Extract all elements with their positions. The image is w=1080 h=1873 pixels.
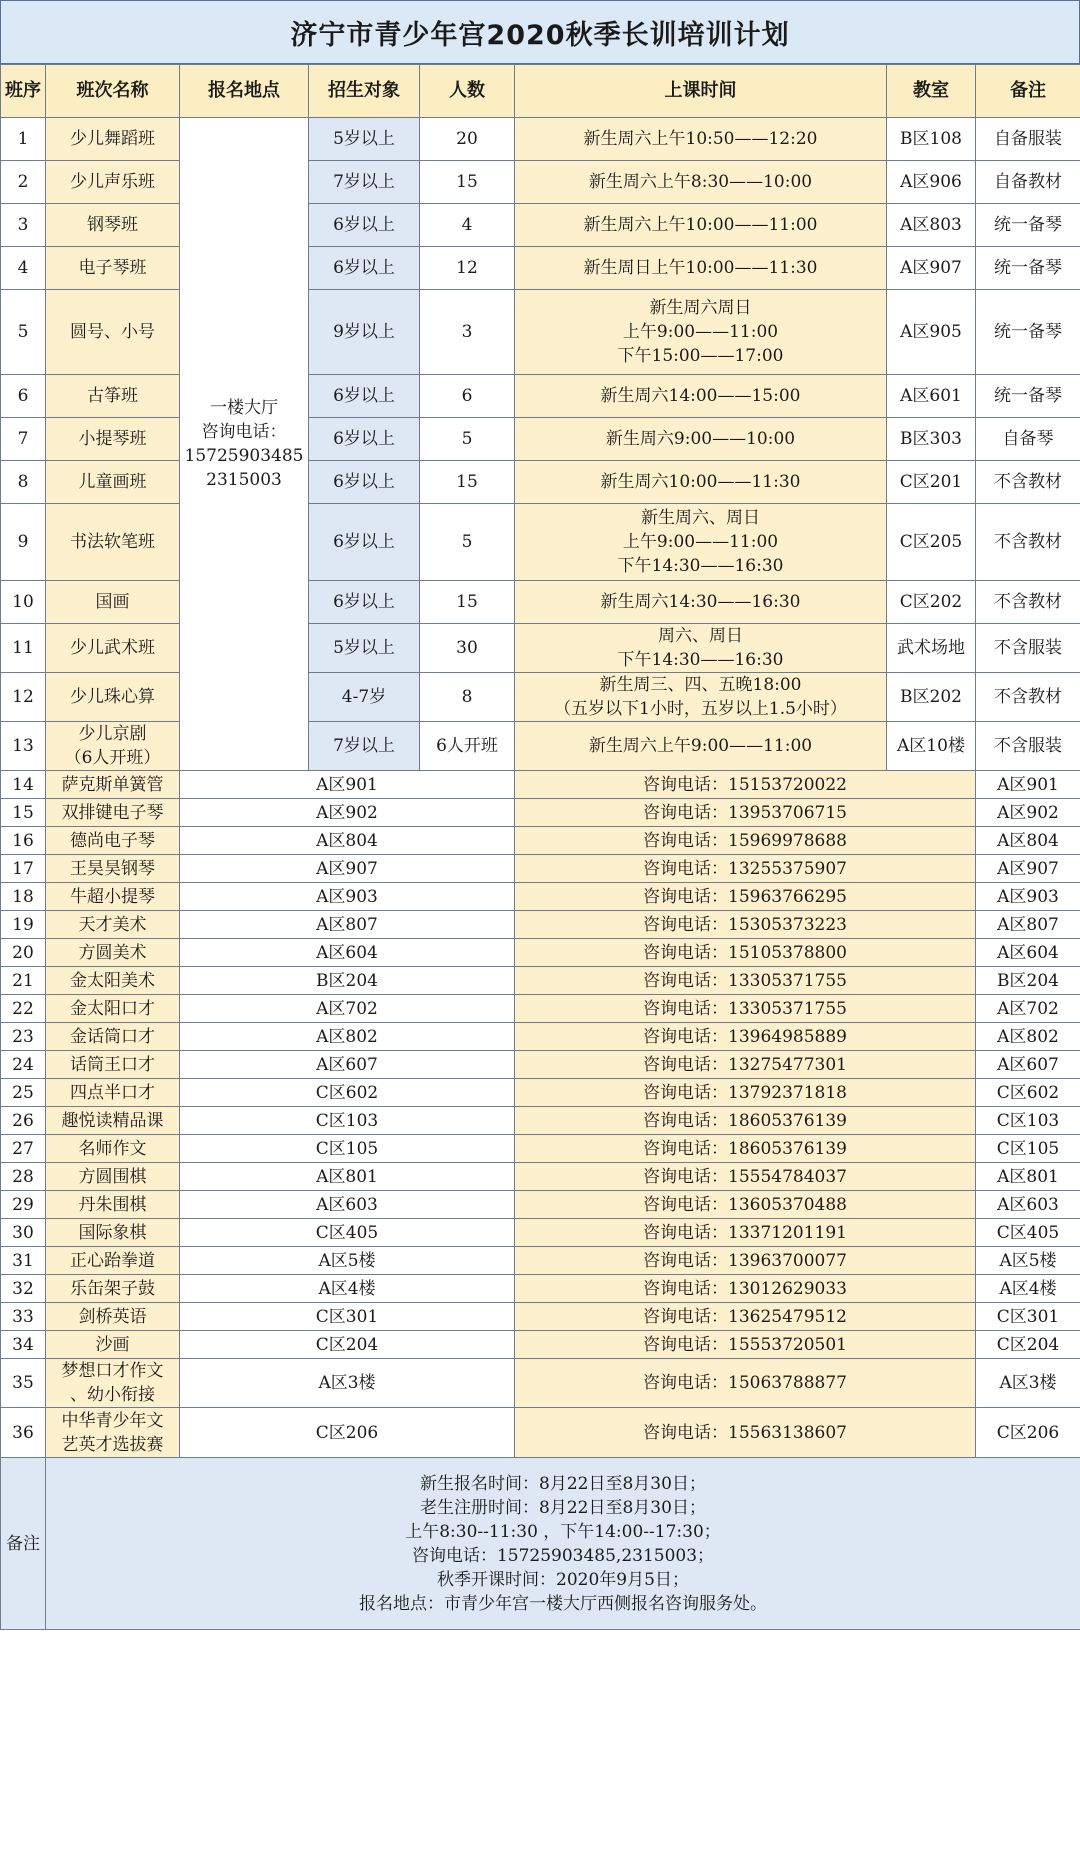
- contact-phone: 咨询电话：13255375907: [515, 855, 976, 883]
- remarks-text: 新生报名时间：8月22日至8月30日； 老生注册时间：8月22日至8月30日； 上午8:30--11:30 ，下午14:00--17:30； 咨询电话：15725903485,2315003； 秋季开课时间：2020年9月5日； 报名地点：市青少年宫一楼大厅西侧报名咨询服务处。: [46, 1458, 1080, 1630]
- course-name: 少儿武术班: [46, 624, 180, 673]
- course-name: 小提琴班: [46, 418, 180, 461]
- contact-phone: 咨询电话：13792371818: [515, 1079, 976, 1107]
- row-number: 12: [1, 673, 46, 722]
- table-row: [1, 1079, 1080, 1107]
- class-time: 新生周六14:00——15:00: [515, 375, 887, 418]
- contact-phone: 咨询电话：13371201191: [515, 1219, 976, 1247]
- student-count: 30: [420, 624, 515, 673]
- table-row: [1, 673, 1080, 722]
- table-row: [1, 939, 1080, 967]
- table-row: [1, 581, 1080, 624]
- class-time: 新生周三、四、五晚18:00 （五岁以下1小时，五岁以上1.5小时）: [515, 673, 887, 722]
- contact-phone: 咨询电话：15305373223: [515, 911, 976, 939]
- header-cell: 上课时间: [515, 65, 887, 118]
- row-number: 14: [1, 771, 46, 799]
- table-row: [1, 799, 1080, 827]
- registration-place: A区4楼: [180, 1275, 515, 1303]
- remark: 不含教材: [976, 673, 1080, 722]
- target-age: 4-7岁: [309, 673, 420, 722]
- contact-phone: 咨询电话：15969978688: [515, 827, 976, 855]
- course-name: 金太阳美术: [46, 967, 180, 995]
- classroom: C区103: [976, 1107, 1080, 1135]
- classroom: A区802: [976, 1023, 1080, 1051]
- target-age: 6岁以上: [309, 461, 420, 504]
- table-row: [1, 247, 1080, 290]
- registration-place: A区3楼: [180, 1359, 515, 1408]
- registration-place: A区802: [180, 1023, 515, 1051]
- target-age: 7岁以上: [309, 722, 420, 771]
- student-count: 12: [420, 247, 515, 290]
- table-row: [1, 1247, 1080, 1275]
- row-number: 9: [1, 504, 46, 581]
- student-count: 6: [420, 375, 515, 418]
- course-name: 金话筒口才: [46, 1023, 180, 1051]
- header-cell: 报名地点: [180, 65, 309, 118]
- target-age: 6岁以上: [309, 581, 420, 624]
- remark: 统一备琴: [976, 247, 1080, 290]
- course-name: 梦想口才作文 、幼小衔接: [46, 1359, 180, 1408]
- table-row: [1, 855, 1080, 883]
- row-number: 18: [1, 883, 46, 911]
- registration-place: A区5楼: [180, 1247, 515, 1275]
- course-name: 牛超小提琴: [46, 883, 180, 911]
- classroom: A区807: [976, 911, 1080, 939]
- contact-phone: 咨询电话：15553720501: [515, 1331, 976, 1359]
- table-row: [1, 375, 1080, 418]
- student-count: 3: [420, 290, 515, 375]
- row-number: 13: [1, 722, 46, 771]
- course-name: 沙画: [46, 1331, 180, 1359]
- course-name: 天才美术: [46, 911, 180, 939]
- contact-phone: 咨询电话：18605376139: [515, 1135, 976, 1163]
- course-name: 少儿声乐班: [46, 161, 180, 204]
- remark: 不含服装: [976, 722, 1080, 771]
- class-time: 新生周六上午10:50——12:20: [515, 118, 887, 161]
- class-time: 周六、周日 下午14:30——16:30: [515, 624, 887, 673]
- remark: 自备教材: [976, 161, 1080, 204]
- contact-phone: 咨询电话：13625479512: [515, 1303, 976, 1331]
- registration-place: A区702: [180, 995, 515, 1023]
- classroom: A区5楼: [976, 1247, 1080, 1275]
- remarks-row: [1, 1458, 1080, 1630]
- header-cell: 人数: [420, 65, 515, 118]
- registration-place: C区206: [180, 1408, 515, 1458]
- class-time: 新生周六周日 上午9:00——11:00 下午15:00——17:00: [515, 290, 887, 375]
- registration-place: A区903: [180, 883, 515, 911]
- course-name: 钢琴班: [46, 204, 180, 247]
- student-count: 20: [420, 118, 515, 161]
- classroom: B区204: [976, 967, 1080, 995]
- row-number: 19: [1, 911, 46, 939]
- contact-phone: 咨询电话：18605376139: [515, 1107, 976, 1135]
- table-row: [1, 1051, 1080, 1079]
- course-name: 国际象棋: [46, 1219, 180, 1247]
- registration-place: C区301: [180, 1303, 515, 1331]
- remark: 自备服装: [976, 118, 1080, 161]
- remark: 不含服装: [976, 624, 1080, 673]
- table-row: [1, 771, 1080, 799]
- schedule-table: [0, 64, 1080, 1630]
- course-name: 电子琴班: [46, 247, 180, 290]
- registration-place: A区804: [180, 827, 515, 855]
- registration-place: A区604: [180, 939, 515, 967]
- table-row: [1, 1408, 1080, 1458]
- classroom: B区108: [887, 118, 976, 161]
- table-row: [1, 418, 1080, 461]
- remark: 统一备琴: [976, 375, 1080, 418]
- student-count: 15: [420, 461, 515, 504]
- classroom: A区903: [976, 883, 1080, 911]
- table-row: [1, 290, 1080, 375]
- row-number: 28: [1, 1163, 46, 1191]
- course-name: 丹朱围棋: [46, 1191, 180, 1219]
- classroom: A区901: [976, 771, 1080, 799]
- remark: 不含教材: [976, 504, 1080, 581]
- table-row: [1, 504, 1080, 581]
- row-number: 16: [1, 827, 46, 855]
- course-name: 德尚电子琴: [46, 827, 180, 855]
- table-row: [1, 967, 1080, 995]
- classroom: A区801: [976, 1163, 1080, 1191]
- course-name: 中华青少年文 艺英才选拔赛: [46, 1408, 180, 1458]
- registration-place: A区907: [180, 855, 515, 883]
- registration-place: A区902: [180, 799, 515, 827]
- row-number: 33: [1, 1303, 46, 1331]
- remark: 统一备琴: [976, 290, 1080, 375]
- classroom: A区702: [976, 995, 1080, 1023]
- classroom: C区205: [887, 504, 976, 581]
- course-name: 国画: [46, 581, 180, 624]
- remark: 不含教材: [976, 581, 1080, 624]
- table-body: [1, 118, 1080, 1630]
- registration-place: C区602: [180, 1079, 515, 1107]
- row-number: 27: [1, 1135, 46, 1163]
- page-title: 济宁市青少年宫2020秋季长训培训计划: [0, 0, 1080, 64]
- target-age: 9岁以上: [309, 290, 420, 375]
- class-time: 新生周六上午10:00——11:00: [515, 204, 887, 247]
- row-number: 25: [1, 1079, 46, 1107]
- contact-phone: 咨询电话：13305371755: [515, 967, 976, 995]
- classroom: C区405: [976, 1219, 1080, 1247]
- class-time: 新生周六上午9:00——11:00: [515, 722, 887, 771]
- header-cell: 班序: [1, 65, 46, 118]
- classroom: A区804: [976, 827, 1080, 855]
- course-name: 少儿珠心算: [46, 673, 180, 722]
- classroom: A区902: [976, 799, 1080, 827]
- remark: 统一备琴: [976, 204, 1080, 247]
- class-time: 新生周六上午8:30——10:00: [515, 161, 887, 204]
- row-number: 5: [1, 290, 46, 375]
- registration-place: C区405: [180, 1219, 515, 1247]
- remark: 不含教材: [976, 461, 1080, 504]
- classroom: C区206: [976, 1408, 1080, 1458]
- table-row: [1, 624, 1080, 673]
- course-name: 剑桥英语: [46, 1303, 180, 1331]
- row-number: 23: [1, 1023, 46, 1051]
- registration-place: A区801: [180, 1163, 515, 1191]
- contact-phone: 咨询电话：15153720022: [515, 771, 976, 799]
- table-row: [1, 1331, 1080, 1359]
- table-row: [1, 118, 1080, 161]
- course-name: 双排键电子琴: [46, 799, 180, 827]
- table-row: [1, 722, 1080, 771]
- table-row: [1, 161, 1080, 204]
- table-row: [1, 461, 1080, 504]
- header-cell: 招生对象: [309, 65, 420, 118]
- registration-place: C区105: [180, 1135, 515, 1163]
- table-row: [1, 1191, 1080, 1219]
- row-number: 31: [1, 1247, 46, 1275]
- table-row: [1, 995, 1080, 1023]
- table-row: [1, 1135, 1080, 1163]
- row-number: 22: [1, 995, 46, 1023]
- target-age: 6岁以上: [309, 375, 420, 418]
- target-age: 5岁以上: [309, 118, 420, 161]
- classroom: B区202: [887, 673, 976, 722]
- classroom: C区602: [976, 1079, 1080, 1107]
- contact-phone: 咨询电话：13275477301: [515, 1051, 976, 1079]
- registration-place: B区204: [180, 967, 515, 995]
- contact-phone: 咨询电话：13305371755: [515, 995, 976, 1023]
- course-name: 四点半口才: [46, 1079, 180, 1107]
- course-name: 古筝班: [46, 375, 180, 418]
- row-number: 3: [1, 204, 46, 247]
- course-name: 金太阳口才: [46, 995, 180, 1023]
- contact-phone: 咨询电话：13963700077: [515, 1247, 976, 1275]
- student-count: 6人开班: [420, 722, 515, 771]
- classroom: C区202: [887, 581, 976, 624]
- row-number: 35: [1, 1359, 46, 1408]
- registration-place: A区607: [180, 1051, 515, 1079]
- contact-phone: 咨询电话：13953706715: [515, 799, 976, 827]
- row-number: 30: [1, 1219, 46, 1247]
- table-row: [1, 911, 1080, 939]
- header-cell: 教室: [887, 65, 976, 118]
- course-name: 少儿舞蹈班: [46, 118, 180, 161]
- registration-place: A区901: [180, 771, 515, 799]
- student-count: 15: [420, 161, 515, 204]
- course-name: 少儿京剧 （6人开班）: [46, 722, 180, 771]
- course-name: 趣悦读精品课: [46, 1107, 180, 1135]
- course-name: 圆号、小号: [46, 290, 180, 375]
- contact-phone: 咨询电话：13012629033: [515, 1275, 976, 1303]
- row-number: 29: [1, 1191, 46, 1219]
- classroom: A区3楼: [976, 1359, 1080, 1408]
- table-row: [1, 204, 1080, 247]
- table-row: [1, 1163, 1080, 1191]
- student-count: 4: [420, 204, 515, 247]
- row-number: 24: [1, 1051, 46, 1079]
- classroom: A区10楼: [887, 722, 976, 771]
- course-name: 儿童画班: [46, 461, 180, 504]
- course-name: 乐缶架子鼓: [46, 1275, 180, 1303]
- contact-phone: 咨询电话：13964985889: [515, 1023, 976, 1051]
- row-number: 10: [1, 581, 46, 624]
- row-number: 8: [1, 461, 46, 504]
- row-number: 7: [1, 418, 46, 461]
- contact-phone: 咨询电话：15063788877: [515, 1359, 976, 1408]
- classroom: A区607: [976, 1051, 1080, 1079]
- row-number: 1: [1, 118, 46, 161]
- row-number: 11: [1, 624, 46, 673]
- student-count: 5: [420, 418, 515, 461]
- course-name: 萨克斯单簧管: [46, 771, 180, 799]
- course-name: 书法软笔班: [46, 504, 180, 581]
- classroom: A区907: [887, 247, 976, 290]
- class-time: 新生周六10:00——11:30: [515, 461, 887, 504]
- classroom: A区601: [887, 375, 976, 418]
- contact-phone: 咨询电话：15554784037: [515, 1163, 976, 1191]
- header-row: [1, 65, 1080, 118]
- header-cell: 班次名称: [46, 65, 180, 118]
- registration-place: 一楼大厅 咨询电话： 15725903485 2315003: [180, 118, 309, 771]
- course-name: 方圆围棋: [46, 1163, 180, 1191]
- student-count: 8: [420, 673, 515, 722]
- row-number: 20: [1, 939, 46, 967]
- student-count: 15: [420, 581, 515, 624]
- classroom: A区803: [887, 204, 976, 247]
- table-row: [1, 1219, 1080, 1247]
- remark: 自备琴: [976, 418, 1080, 461]
- row-number: 4: [1, 247, 46, 290]
- course-name: 方圆美术: [46, 939, 180, 967]
- course-name: 王昊昊钢琴: [46, 855, 180, 883]
- class-time: 新生周六、周日 上午9:00——11:00 下午14:30——16:30: [515, 504, 887, 581]
- classroom: A区4楼: [976, 1275, 1080, 1303]
- registration-place: C区204: [180, 1331, 515, 1359]
- registration-place: A区603: [180, 1191, 515, 1219]
- contact-phone: 咨询电话：15963766295: [515, 883, 976, 911]
- registration-place: C区103: [180, 1107, 515, 1135]
- target-age: 6岁以上: [309, 247, 420, 290]
- row-number: 36: [1, 1408, 46, 1458]
- course-name: 话筒王口才: [46, 1051, 180, 1079]
- table-row: [1, 1275, 1080, 1303]
- row-number: 21: [1, 967, 46, 995]
- classroom: B区303: [887, 418, 976, 461]
- table-row: [1, 883, 1080, 911]
- table-row: [1, 1303, 1080, 1331]
- table-row: [1, 1107, 1080, 1135]
- classroom: A区604: [976, 939, 1080, 967]
- classroom: A区906: [887, 161, 976, 204]
- classroom: C区201: [887, 461, 976, 504]
- classroom: A区907: [976, 855, 1080, 883]
- course-name: 名师作文: [46, 1135, 180, 1163]
- row-number: 26: [1, 1107, 46, 1135]
- row-number: 6: [1, 375, 46, 418]
- row-number: 15: [1, 799, 46, 827]
- classroom: C区204: [976, 1331, 1080, 1359]
- row-number: 17: [1, 855, 46, 883]
- target-age: 7岁以上: [309, 161, 420, 204]
- classroom: C区301: [976, 1303, 1080, 1331]
- student-count: 5: [420, 504, 515, 581]
- course-name: 正心跆拳道: [46, 1247, 180, 1275]
- header-cell: 备注: [976, 65, 1080, 118]
- class-time: 新生周六9:00——10:00: [515, 418, 887, 461]
- classroom: A区603: [976, 1191, 1080, 1219]
- row-number: 34: [1, 1331, 46, 1359]
- table-row: [1, 827, 1080, 855]
- classroom: 武术场地: [887, 624, 976, 673]
- target-age: 6岁以上: [309, 418, 420, 461]
- classroom: A区905: [887, 290, 976, 375]
- row-number: 2: [1, 161, 46, 204]
- table-row: [1, 1023, 1080, 1051]
- row-number: 32: [1, 1275, 46, 1303]
- target-age: 6岁以上: [309, 204, 420, 247]
- registration-place: A区807: [180, 911, 515, 939]
- class-time: 新生周六14:30——16:30: [515, 581, 887, 624]
- classroom: C区105: [976, 1135, 1080, 1163]
- contact-phone: 咨询电话：13605370488: [515, 1191, 976, 1219]
- remarks-label: 备注: [1, 1458, 46, 1630]
- contact-phone: 咨询电话：15563138607: [515, 1408, 976, 1458]
- target-age: 5岁以上: [309, 624, 420, 673]
- target-age: 6岁以上: [309, 504, 420, 581]
- contact-phone: 咨询电话：15105378800: [515, 939, 976, 967]
- table-row: [1, 1359, 1080, 1408]
- class-time: 新生周日上午10:00——11:30: [515, 247, 887, 290]
